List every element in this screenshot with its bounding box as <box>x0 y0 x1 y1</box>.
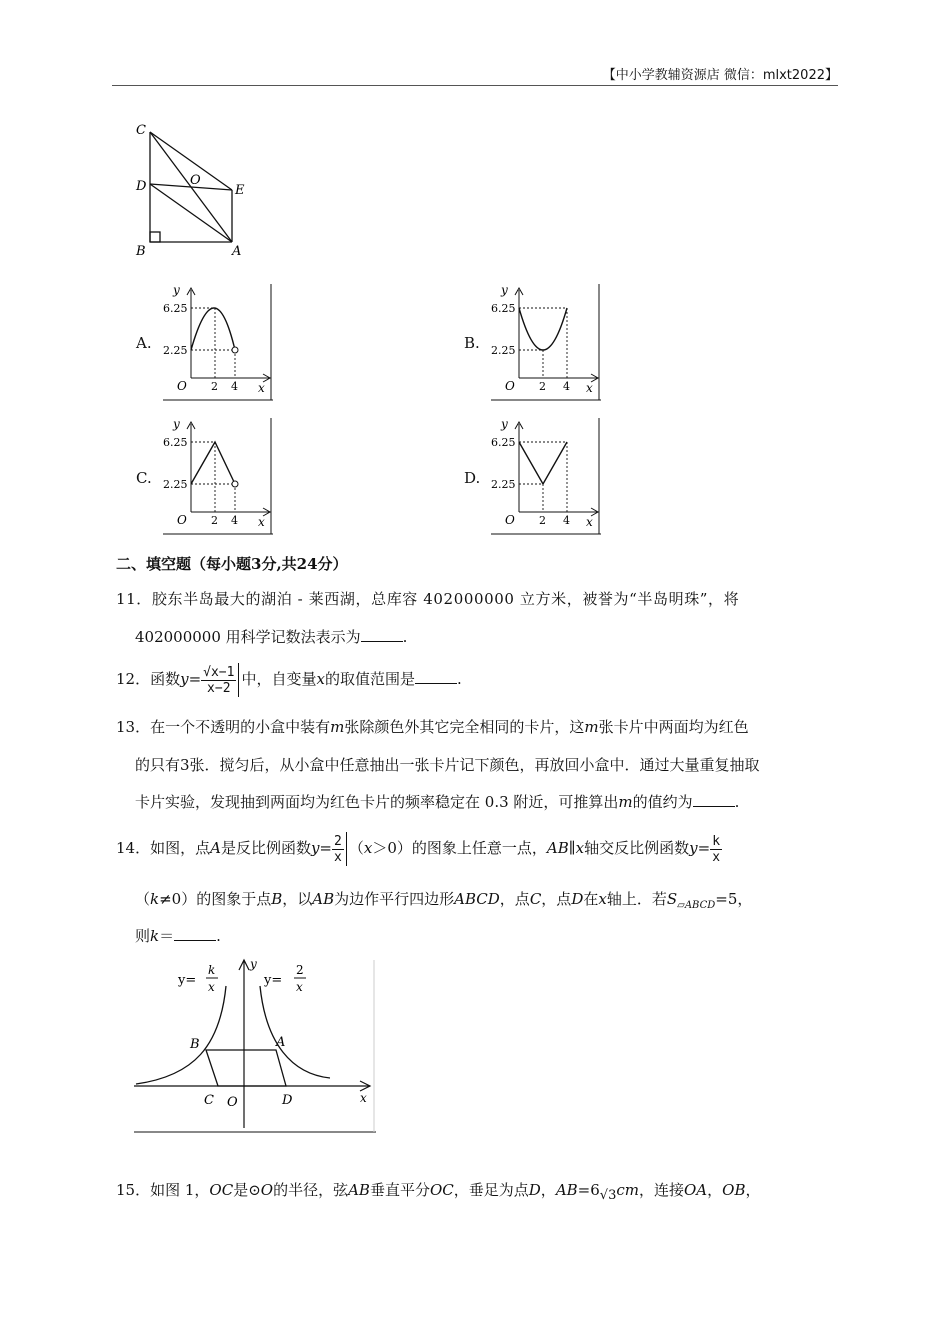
q13-m2: m <box>584 718 599 736</box>
q14-l3b: ＝ <box>159 927 175 945</box>
answer-blank <box>361 627 403 642</box>
origin-label: O <box>177 513 187 527</box>
q14-e: ∥ <box>568 839 576 857</box>
x-axis-label: x <box>586 515 593 529</box>
q14-num-2: 2 <box>334 833 342 849</box>
x-axis-label: x <box>258 381 265 395</box>
q14-k2: k <box>150 927 160 945</box>
y-axis-label: y <box>501 283 508 297</box>
q14-l2h: 轴上．若 <box>606 890 667 908</box>
q15-t7: ，连接 <box>638 1181 684 1199</box>
q14-x: x <box>363 839 373 857</box>
q11-end: . <box>402 628 408 646</box>
right-curve-label: y= <box>264 973 283 988</box>
y-mid-label: 2.25 <box>163 344 188 357</box>
y-top-label: 6.25 <box>163 302 188 315</box>
q15-OA: OA <box>684 1181 708 1199</box>
y-axis-label: y <box>173 283 180 297</box>
q14-A: A <box>210 839 221 857</box>
option-a-label: A. <box>136 334 152 352</box>
q14-den-x2: x <box>712 849 721 865</box>
q14-S: S <box>666 890 678 908</box>
q14-l3c: . <box>216 927 221 945</box>
option-a-graph <box>163 282 275 402</box>
q15-t3: 垂直平分 <box>369 1181 430 1199</box>
x2-label: 4 <box>231 514 238 527</box>
q12-denominator: x−2 <box>207 680 231 696</box>
answer-blank <box>693 792 735 807</box>
q14-a: 14．如图，点 <box>116 839 211 857</box>
x-axis-label: x <box>258 515 265 529</box>
q14-frac-2x <box>332 834 344 865</box>
q12-var: x <box>316 670 325 688</box>
question-14-line3 <box>135 926 221 946</box>
q11-text: 402000000 用科学记数法表示为 <box>135 628 361 646</box>
q14-f: 轴交反比例函数 <box>584 839 690 857</box>
q15-AB: AB <box>348 1181 370 1199</box>
question-13-line2: 的只有3张．搅匀后，从小盒中任意抽出一张卡片记下颜色，再放回小盒中．通过大量重复抽取 <box>135 756 760 774</box>
point-d-label: D <box>282 1093 293 1108</box>
q13-line3-a: 卡片实验，发现抽到两面均为红色卡片的频率稳定在 0.3 附近，可推算出 <box>135 793 619 811</box>
q14-bar <box>346 832 347 866</box>
hyperbola-figure <box>134 956 378 1136</box>
label-e: E <box>235 183 245 198</box>
page-header: 【中小学教辅资源店 微信：mlxt2022】 <box>602 68 838 83</box>
q15-OC2: OC <box>429 1181 454 1199</box>
x-axis-label: x <box>360 1091 367 1105</box>
section-title: 二、填空题（每小题3分,共24分） <box>116 555 348 573</box>
q15-t2: 的半径，弦 <box>273 1181 349 1199</box>
x1-label: 2 <box>211 380 218 393</box>
q14-l2g: 在 <box>583 890 599 908</box>
q15-cm: cm <box>616 1181 639 1199</box>
q14-l3a: 则 <box>135 927 151 945</box>
label-d: D <box>136 179 147 194</box>
left-curve-num: k <box>208 963 216 977</box>
question-11-line1: 11．胶东半岛最大的湖泊 - 莱西湖，总库容 402000000 立方米，被誉为“半岛明珠”，将 <box>116 590 740 608</box>
label-a: A <box>232 244 242 259</box>
label-c: C <box>136 123 146 138</box>
q15-t1: 是⊙ <box>233 1181 261 1199</box>
q13-b: 张除颜色外其它完全相同的卡片，这 <box>344 718 585 736</box>
q12-post2: 的取值范围是 <box>324 670 415 688</box>
q15-t6: =6 <box>577 1181 600 1199</box>
q12-numerator: √x−1 <box>203 664 235 680</box>
q14-l2d: 为边作平行四边形 <box>334 890 455 908</box>
q12-post: 中，自变量 <box>241 670 317 688</box>
q15-sqrt: √3 <box>599 1188 617 1203</box>
q14-AB2: AB <box>312 890 335 908</box>
point-a-label: A <box>276 1035 286 1050</box>
answer-blank <box>415 669 457 684</box>
option-b-label: B. <box>464 334 480 352</box>
q14-l2b: ≠0）的图象于点 <box>159 890 272 908</box>
q14-l2i: =5， <box>715 890 753 908</box>
q14-x3: x <box>598 890 607 908</box>
x2-label: 4 <box>231 380 238 393</box>
q14-d: ＞0）的图象上任意一点， <box>372 839 547 857</box>
label-b: B <box>136 244 146 259</box>
q12-y: y= <box>180 670 202 688</box>
answer-blank <box>174 926 216 941</box>
question-15 <box>116 1180 761 1206</box>
q13-c: 张卡片中两面均为红色 <box>598 718 749 736</box>
q15-OB: OB <box>722 1181 746 1199</box>
q14-D: D <box>571 890 584 908</box>
right-curve-num: 2 <box>296 963 304 977</box>
question-13-line3 <box>135 792 739 812</box>
origin-label: O <box>505 513 515 527</box>
q14-l2f: ，点 <box>541 890 572 908</box>
q14-l2c: ，以 <box>282 890 313 908</box>
option-c-label: C. <box>136 469 152 487</box>
left-curve-den: x <box>208 980 215 994</box>
x1-label: 2 <box>539 380 546 393</box>
q13-line3-c: . <box>734 793 740 811</box>
y-axis-label: y <box>173 417 180 431</box>
origin-label: O <box>227 1095 238 1110</box>
q14-frac-kx <box>710 834 722 865</box>
q13-m3: m <box>618 793 633 811</box>
point-c-label: C <box>204 1093 214 1108</box>
question-14-line2 <box>135 889 752 916</box>
option-d-graph <box>491 416 603 536</box>
y-top-label: 6.25 <box>491 436 516 449</box>
y-axis-label: y <box>250 957 257 971</box>
header-rule <box>112 85 838 86</box>
right-curve-den: x <box>296 980 303 994</box>
q12-fraction <box>201 665 236 696</box>
q15-D: D <box>528 1181 541 1199</box>
q14-B: B <box>271 890 283 908</box>
q15-AB2: AB <box>555 1181 578 1199</box>
y-mid-label: 2.25 <box>491 478 516 491</box>
q14-C: C <box>529 890 542 908</box>
option-d-label: D. <box>464 469 481 487</box>
question-11-line2 <box>135 627 407 647</box>
geometry-figure <box>132 118 252 263</box>
option-c-graph <box>163 416 275 536</box>
x1-label: 2 <box>539 514 546 527</box>
q12-pre: 12．函数 <box>116 670 181 688</box>
q14-ABCD: ABCD <box>454 890 500 908</box>
point-b-label: B <box>190 1037 200 1052</box>
q13-line3-b: 的值约为 <box>632 793 693 811</box>
x2-label: 4 <box>563 514 570 527</box>
question-14-line1 <box>116 831 722 866</box>
y-mid-label: 2.25 <box>163 478 188 491</box>
q14-b: 是反比例函数 <box>220 839 311 857</box>
question-12 <box>116 662 462 697</box>
q14-y: y= <box>310 839 332 857</box>
q14-l2a: （ <box>135 890 151 908</box>
q14-S-sub: ▱ABCD <box>677 900 716 911</box>
q14-x2: x <box>575 839 585 857</box>
q15-t5: ， <box>540 1181 556 1199</box>
y-top-label: 6.25 <box>491 302 516 315</box>
y-axis-label: y <box>501 417 508 431</box>
q14-AB: AB <box>546 839 569 857</box>
q14-k: k <box>150 890 160 908</box>
q12-end: . <box>456 670 462 688</box>
q13-a: 13．在一个不透明的小盒中装有 <box>116 718 331 736</box>
q15-t8: ， <box>707 1181 723 1199</box>
left-curve-label: y= <box>178 973 197 988</box>
x1-label: 2 <box>211 514 218 527</box>
q15-t9: ， <box>745 1181 761 1199</box>
x2-label: 4 <box>563 380 570 393</box>
q14-c: （ <box>348 839 364 857</box>
q14-num-k: k <box>712 833 721 849</box>
q14-y2: y= <box>689 839 711 857</box>
q15-pre: 15．如图 1， <box>116 1181 210 1199</box>
x-axis-label: x <box>586 381 593 395</box>
question-13-line1 <box>116 717 749 737</box>
q12-bar <box>238 663 239 697</box>
origin-label: O <box>505 379 515 393</box>
q13-m: m <box>330 718 345 736</box>
y-top-label: 6.25 <box>163 436 188 449</box>
q14-den-x: x <box>334 849 342 865</box>
q15-OC: OC <box>209 1181 234 1199</box>
q15-O: O <box>260 1181 274 1199</box>
y-mid-label: 2.25 <box>491 344 516 357</box>
label-o: O <box>190 173 201 188</box>
q15-t4: ，垂足为点 <box>453 1181 529 1199</box>
option-b-graph <box>491 282 603 402</box>
origin-label: O <box>177 379 187 393</box>
q14-l2e: ，点 <box>499 890 530 908</box>
